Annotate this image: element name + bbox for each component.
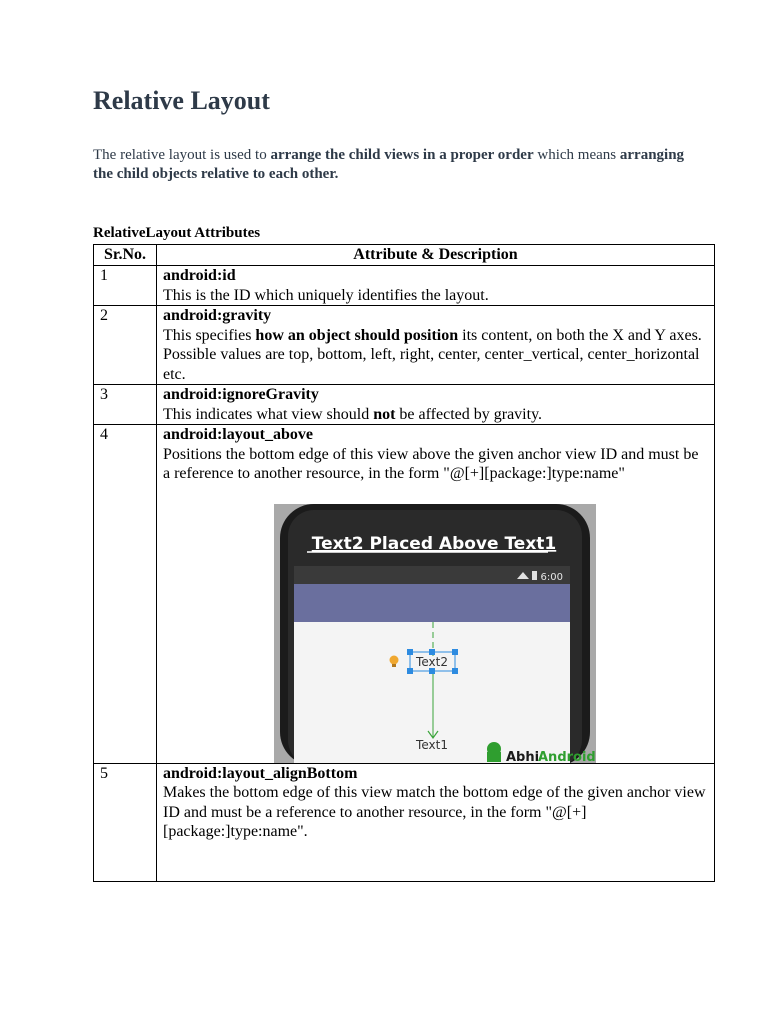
intro-bold-1: arrange the child views in a proper order	[270, 147, 534, 163]
attributes-table	[93, 244, 715, 882]
text2-label: Text2	[416, 654, 448, 669]
page-title: Relative Layout	[93, 86, 270, 115]
attribute-name: android:gravity	[163, 307, 272, 324]
android-robot-body	[487, 752, 501, 762]
figure-title: Text2 Placed Above Text1	[311, 533, 557, 554]
table-row	[94, 306, 715, 385]
header-attribute: Attribute & Description	[157, 245, 715, 266]
logo-text-android: Android	[538, 749, 596, 763]
selection-handle	[407, 649, 413, 655]
table-header-row	[94, 245, 715, 266]
attribute-name: android:layout_above	[163, 426, 313, 443]
row-number: 3	[94, 385, 157, 425]
table-row	[94, 385, 715, 425]
figure-container	[163, 484, 708, 763]
attribute-description: This specifies how an object should position its content, on both the X and Y axes. Possible values are top, bottom, left, right, center, center_vertical, center_horizontal etc.	[163, 326, 702, 383]
intro-bold-2: arranging the child objects relative to each other.	[93, 147, 685, 182]
layout-above-screenshot	[274, 504, 596, 763]
row-number: 1	[94, 266, 157, 306]
attribute-description: Makes the bottom edge of this view match the bottom edge of the given anchor view ID and must be a reference to another resource, in the form "@[+][package:]type:name".	[163, 784, 706, 840]
selection-handle	[452, 668, 458, 674]
attribute-name: android:layout_alignBottom	[163, 764, 358, 782]
battery-icon	[532, 571, 537, 580]
table-row	[94, 425, 715, 764]
text1-label: Text1	[416, 737, 448, 752]
row-content	[157, 763, 715, 881]
row-content	[157, 385, 715, 425]
status-time: 6:00	[540, 571, 563, 583]
row-number: 2	[94, 306, 157, 385]
header-srno: Sr.No.	[94, 245, 157, 266]
table-row	[94, 763, 715, 881]
attribute-name: android:id	[163, 267, 236, 284]
app-bar	[294, 584, 570, 622]
lightbulb-icon	[390, 655, 399, 664]
table-caption: RelativeLayout Attributes	[93, 225, 261, 241]
phone-illustration	[274, 504, 596, 763]
intro-paragraph: The relative layout is used to arrange the child views in a proper order which means arranging the child objects relative to each other.	[93, 147, 685, 182]
table-row	[94, 266, 715, 306]
selection-handle	[452, 649, 458, 655]
row-number: 4	[94, 425, 157, 764]
row-content	[157, 306, 715, 385]
row-content	[157, 266, 715, 306]
row-content	[157, 425, 715, 764]
row-number: 5	[94, 763, 157, 881]
attribute-description: This is the ID which uniquely identifies the layout.	[163, 286, 489, 304]
logo-text-abhi: Abhi	[506, 749, 540, 763]
attribute-description: This indicates what view should not be affected by gravity.	[163, 405, 543, 423]
selection-handle	[407, 668, 413, 674]
status-bar	[294, 566, 570, 584]
lightbulb-base	[392, 664, 396, 667]
attribute-name: android:ignoreGravity	[163, 386, 319, 403]
attribute-description: Positions the bottom edge of this view above the given anchor view ID and must be a reference to another resource, in the form "@[+][package:]type:name"	[163, 445, 699, 482]
